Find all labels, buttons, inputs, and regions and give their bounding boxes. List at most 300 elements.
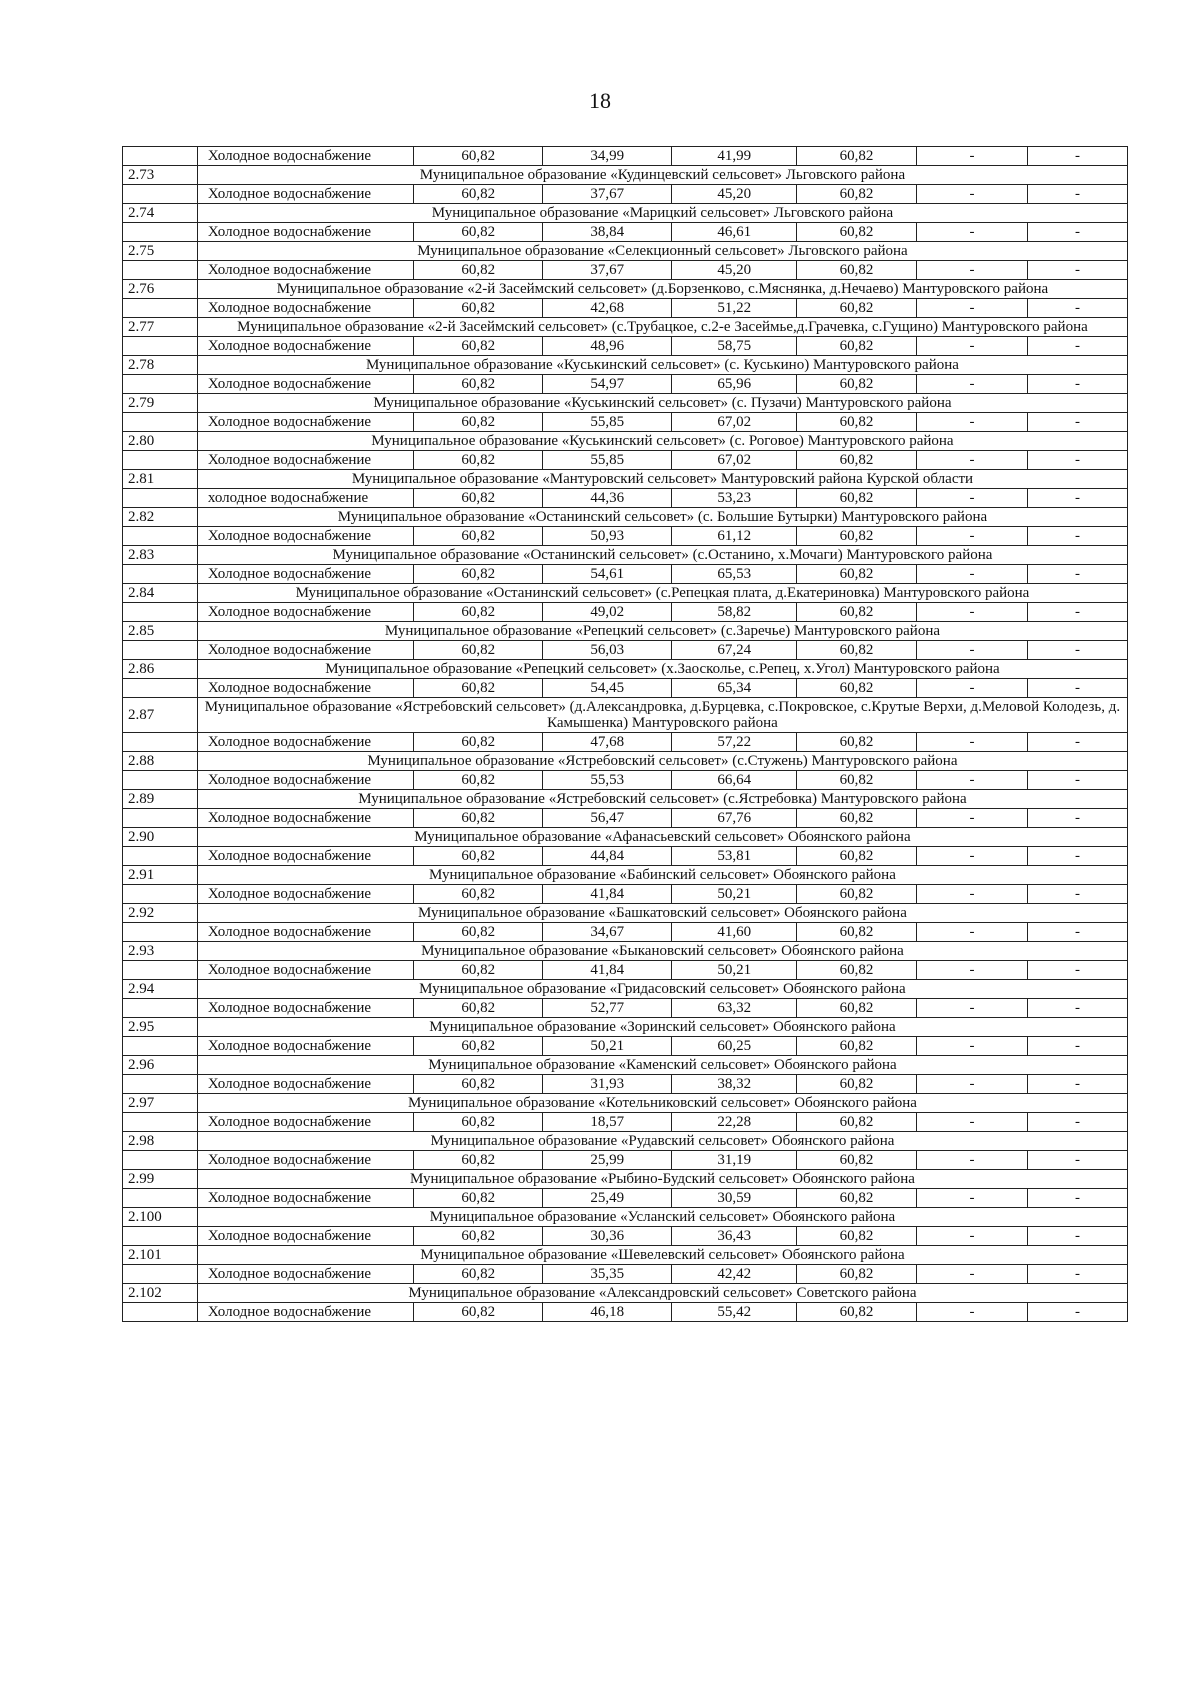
tariff-row <box>123 299 1128 318</box>
section-title: Муниципальное образование «Марицкий сельсовет» Льговского района <box>197 204 1127 223</box>
tariff-value-cell: 60,82 <box>414 1037 543 1056</box>
tariff-value-cell: 54,61 <box>543 565 672 584</box>
tariff-value-cell: 60,82 <box>414 885 543 904</box>
tariff-row <box>123 679 1128 698</box>
row-number-cell <box>123 1265 198 1284</box>
tariff-value-cell: 42,68 <box>543 299 672 318</box>
tariff-value-cell: 60,82 <box>414 223 543 242</box>
dash-cell: - <box>916 999 1027 1018</box>
tariff-value-cell: 60,82 <box>414 1265 543 1284</box>
dash-cell: - <box>1028 1303 1128 1322</box>
tariff-value-cell: 60,82 <box>797 1303 917 1322</box>
service-cell: Холодное водоснабжение <box>197 1303 413 1322</box>
section-number: 2.95 <box>123 1018 198 1037</box>
section-title: Муниципальное образование «Останинский сельсовет» (с.Останино, х.Мочаги) Мантуровского района <box>197 546 1127 565</box>
dash-cell: - <box>916 1227 1027 1246</box>
tariff-value-cell: 60,82 <box>414 451 543 470</box>
section-title: Муниципальное образование «Останинский сельсовет» (с.Репецкая плата, д.Екатериновка) Мантуровского района <box>197 584 1127 603</box>
section-header-row <box>123 828 1128 847</box>
dash-cell: - <box>1028 1037 1128 1056</box>
row-number-cell <box>123 1303 198 1322</box>
section-number: 2.76 <box>123 280 198 299</box>
section-header-row <box>123 432 1128 451</box>
tariff-row <box>123 185 1128 204</box>
section-header-row <box>123 204 1128 223</box>
section-number: 2.94 <box>123 980 198 999</box>
section-title: Муниципальное образование «Куськинский сельсовет» (с. Роговое) Мантуровского района <box>197 432 1127 451</box>
dash-cell: - <box>916 1151 1027 1170</box>
row-number-cell <box>123 1189 198 1208</box>
tariff-value-cell: 60,82 <box>414 847 543 866</box>
tariff-value-cell: 60,82 <box>797 337 917 356</box>
dash-cell: - <box>916 603 1027 622</box>
service-cell: Холодное водоснабжение <box>197 809 413 828</box>
section-number: 2.74 <box>123 204 198 223</box>
section-number: 2.84 <box>123 584 198 603</box>
tariff-value-cell: 63,32 <box>672 999 797 1018</box>
section-title: Муниципальное образование «Ястребовский сельсовет» (с.Ястребовка) Мантуровского района <box>197 790 1127 809</box>
tariff-value-cell: 60,82 <box>797 771 917 790</box>
service-cell: Холодное водоснабжение <box>197 999 413 1018</box>
dash-cell: - <box>916 923 1027 942</box>
tariff-value-cell: 60,82 <box>797 223 917 242</box>
dash-cell: - <box>916 1189 1027 1208</box>
tariff-value-cell: 31,19 <box>672 1151 797 1170</box>
tariff-value-cell: 54,45 <box>543 679 672 698</box>
tariff-row <box>123 999 1128 1018</box>
dash-cell: - <box>1028 809 1128 828</box>
service-cell: Холодное водоснабжение <box>197 923 413 942</box>
section-header-row <box>123 942 1128 961</box>
dash-cell: - <box>1028 185 1128 204</box>
tariff-value-cell: 41,60 <box>672 923 797 942</box>
section-header-row <box>123 660 1128 679</box>
row-number-cell <box>123 1227 198 1246</box>
row-number-cell <box>123 923 198 942</box>
section-title: Муниципальное образование «Котельниковский сельсовет» Обоянского района <box>197 1094 1127 1113</box>
tariff-row <box>123 1303 1128 1322</box>
dash-cell: - <box>1028 679 1128 698</box>
service-cell: Холодное водоснабжение <box>197 337 413 356</box>
service-cell: Холодное водоснабжение <box>197 1151 413 1170</box>
tariff-value-cell: 34,99 <box>543 147 672 166</box>
tariff-value-cell: 55,42 <box>672 1303 797 1322</box>
tariff-value-cell: 60,82 <box>797 847 917 866</box>
tariff-value-cell: 57,22 <box>672 733 797 752</box>
dash-cell: - <box>1028 147 1128 166</box>
tariff-value-cell: 60,82 <box>414 809 543 828</box>
tariff-value-cell: 49,02 <box>543 603 672 622</box>
dash-cell: - <box>916 565 1027 584</box>
service-cell: Холодное водоснабжение <box>197 261 413 280</box>
row-number-cell <box>123 565 198 584</box>
dash-cell: - <box>1028 299 1128 318</box>
section-header-row <box>123 394 1128 413</box>
dash-cell: - <box>916 337 1027 356</box>
section-number: 2.97 <box>123 1094 198 1113</box>
service-cell: Холодное водоснабжение <box>197 1037 413 1056</box>
section-title: Муниципальное образование «Усланский сельсовет» Обоянского района <box>197 1208 1127 1227</box>
dash-cell: - <box>916 1265 1027 1284</box>
tariff-value-cell: 60,82 <box>797 1075 917 1094</box>
tariff-value-cell: 60,82 <box>414 961 543 980</box>
dash-cell: - <box>916 299 1027 318</box>
tariff-value-cell: 60,82 <box>797 565 917 584</box>
tariff-value-cell: 60,82 <box>797 413 917 432</box>
dash-cell: - <box>1028 771 1128 790</box>
tariff-value-cell: 60,82 <box>414 733 543 752</box>
tariff-value-cell: 60,82 <box>797 641 917 660</box>
dash-cell: - <box>916 489 1027 508</box>
tariff-value-cell: 41,99 <box>672 147 797 166</box>
tariff-value-cell: 60,82 <box>797 999 917 1018</box>
tariff-value-cell: 60,82 <box>414 261 543 280</box>
tariff-row <box>123 641 1128 660</box>
tariff-value-cell: 30,59 <box>672 1189 797 1208</box>
section-header-row <box>123 790 1128 809</box>
section-number: 2.86 <box>123 660 198 679</box>
tariff-value-cell: 38,32 <box>672 1075 797 1094</box>
tariff-value-cell: 60,82 <box>414 147 543 166</box>
tariff-value-cell: 60,82 <box>414 771 543 790</box>
tariff-value-cell: 60,25 <box>672 1037 797 1056</box>
service-cell: Холодное водоснабжение <box>197 1075 413 1094</box>
section-header-row <box>123 1170 1128 1189</box>
section-number: 2.98 <box>123 1132 198 1151</box>
dash-cell: - <box>916 527 1027 546</box>
service-cell: Холодное водоснабжение <box>197 847 413 866</box>
tariff-value-cell: 60,82 <box>414 923 543 942</box>
tariff-value-cell: 51,22 <box>672 299 797 318</box>
service-cell: Холодное водоснабжение <box>197 527 413 546</box>
section-header-row <box>123 356 1128 375</box>
tariff-value-cell: 53,23 <box>672 489 797 508</box>
dash-cell: - <box>1028 1227 1128 1246</box>
dash-cell: - <box>916 185 1027 204</box>
service-cell: Холодное водоснабжение <box>197 679 413 698</box>
tariff-row <box>123 565 1128 584</box>
tariff-row <box>123 375 1128 394</box>
dash-cell: - <box>1028 565 1128 584</box>
tariff-value-cell: 60,82 <box>414 527 543 546</box>
tariff-value-cell: 25,49 <box>543 1189 672 1208</box>
tariff-value-cell: 60,82 <box>797 185 917 204</box>
service-cell: Холодное водоснабжение <box>197 1265 413 1284</box>
tariff-value-cell: 67,02 <box>672 413 797 432</box>
service-cell: Холодное водоснабжение <box>197 299 413 318</box>
section-header-row <box>123 508 1128 527</box>
tariff-value-cell: 50,93 <box>543 527 672 546</box>
dash-cell: - <box>1028 261 1128 280</box>
dash-cell: - <box>1028 1189 1128 1208</box>
section-header-row <box>123 622 1128 641</box>
section-number: 2.77 <box>123 318 198 337</box>
row-number-cell <box>123 847 198 866</box>
section-header-row <box>123 698 1128 733</box>
section-title: Муниципальное образование «Кудинцевский сельсовет» Льговского района <box>197 166 1127 185</box>
row-number-cell <box>123 641 198 660</box>
service-cell: Холодное водоснабжение <box>197 451 413 470</box>
tariff-value-cell: 60,82 <box>797 261 917 280</box>
section-number: 2.93 <box>123 942 198 961</box>
dash-cell: - <box>1028 847 1128 866</box>
dash-cell: - <box>1028 1113 1128 1132</box>
tariff-value-cell: 60,82 <box>414 1113 543 1132</box>
tariff-row <box>123 489 1128 508</box>
tariff-row <box>123 223 1128 242</box>
dash-cell: - <box>1028 375 1128 394</box>
row-number-cell <box>123 1151 198 1170</box>
row-number-cell <box>123 413 198 432</box>
row-number-cell <box>123 261 198 280</box>
tariff-value-cell: 54,97 <box>543 375 672 394</box>
section-title: Муниципальное образование «Ястребовский сельсовет» (с.Стужень) Мантуровского района <box>197 752 1127 771</box>
tariff-value-cell: 50,21 <box>672 961 797 980</box>
tariff-value-cell: 60,82 <box>414 375 543 394</box>
tariff-value-cell: 60,82 <box>797 299 917 318</box>
dash-cell: - <box>916 375 1027 394</box>
tariff-value-cell: 67,76 <box>672 809 797 828</box>
section-title: Муниципальное образование «Куськинский сельсовет» (с. Пузачи) Мантуровского района <box>197 394 1127 413</box>
service-cell: Холодное водоснабжение <box>197 1113 413 1132</box>
section-number: 2.89 <box>123 790 198 809</box>
dash-cell: - <box>916 733 1027 752</box>
section-number: 2.78 <box>123 356 198 375</box>
section-number: 2.90 <box>123 828 198 847</box>
tariff-value-cell: 60,82 <box>797 961 917 980</box>
tariff-value-cell: 60,82 <box>797 1265 917 1284</box>
service-cell: Холодное водоснабжение <box>197 1227 413 1246</box>
section-number: 2.99 <box>123 1170 198 1189</box>
section-title: Муниципальное образование «Репецкий сельсовет» (с.Заречье) Мантуровского района <box>197 622 1127 641</box>
dash-cell: - <box>1028 337 1128 356</box>
tariff-value-cell: 41,84 <box>543 885 672 904</box>
service-cell: Холодное водоснабжение <box>197 733 413 752</box>
section-number: 2.96 <box>123 1056 198 1075</box>
section-number: 2.88 <box>123 752 198 771</box>
dash-cell: - <box>916 847 1027 866</box>
tariff-row <box>123 771 1128 790</box>
dash-cell: - <box>916 771 1027 790</box>
tariff-value-cell: 60,82 <box>797 527 917 546</box>
tariff-row <box>123 885 1128 904</box>
service-cell: Холодное водоснабжение <box>197 185 413 204</box>
tariff-value-cell: 60,82 <box>797 1151 917 1170</box>
tariff-value-cell: 65,34 <box>672 679 797 698</box>
section-title: Муниципальное образование «Репецкий сельсовет» (х.Заосколье, с.Репец, х.Угол) Мантуровского района <box>197 660 1127 679</box>
tariff-value-cell: 60,82 <box>797 1113 917 1132</box>
tariff-row <box>123 809 1128 828</box>
section-number: 2.80 <box>123 432 198 451</box>
tariff-value-cell: 60,82 <box>414 565 543 584</box>
section-title: Муниципальное образование «Башкатовский сельсовет» Обоянского района <box>197 904 1127 923</box>
tariff-value-cell: 60,82 <box>414 185 543 204</box>
section-title: Муниципальное образование «Гридасовский сельсовет» Обоянского района <box>197 980 1127 999</box>
section-header-row <box>123 318 1128 337</box>
section-number: 2.87 <box>123 698 198 733</box>
dash-cell: - <box>916 1113 1027 1132</box>
tariff-value-cell: 60,82 <box>414 1227 543 1246</box>
section-title: Муниципальное образование «Селекционный сельсовет» Льговского района <box>197 242 1127 261</box>
tariff-value-cell: 67,02 <box>672 451 797 470</box>
tariff-value-cell: 67,24 <box>672 641 797 660</box>
tariff-value-cell: 60,82 <box>414 679 543 698</box>
tariff-value-cell: 61,12 <box>672 527 797 546</box>
tariff-value-cell: 46,18 <box>543 1303 672 1322</box>
tariff-row <box>123 733 1128 752</box>
section-title: Муниципальное образование «Зоринский сельсовет» Обоянского района <box>197 1018 1127 1037</box>
section-header-row <box>123 242 1128 261</box>
row-number-cell <box>123 961 198 980</box>
dash-cell: - <box>1028 961 1128 980</box>
tariff-value-cell: 55,53 <box>543 771 672 790</box>
tariff-row <box>123 1227 1128 1246</box>
tariff-value-cell: 60,82 <box>414 413 543 432</box>
row-number-cell <box>123 375 198 394</box>
section-header-row <box>123 280 1128 299</box>
tariff-row <box>123 337 1128 356</box>
dash-cell: - <box>1028 641 1128 660</box>
tariff-value-cell: 60,82 <box>797 489 917 508</box>
tariff-row <box>123 603 1128 622</box>
service-cell: Холодное водоснабжение <box>197 961 413 980</box>
tariff-value-cell: 45,20 <box>672 261 797 280</box>
section-title: Муниципальное образование «Быкановский сельсовет» Обоянского района <box>197 942 1127 961</box>
section-header-row <box>123 980 1128 999</box>
row-number-cell <box>123 1037 198 1056</box>
row-number-cell <box>123 885 198 904</box>
tariff-value-cell: 53,81 <box>672 847 797 866</box>
tariff-row <box>123 1265 1128 1284</box>
dash-cell: - <box>916 1075 1027 1094</box>
dash-cell: - <box>916 261 1027 280</box>
section-header-row <box>123 1132 1128 1151</box>
tariff-value-cell: 60,82 <box>797 1227 917 1246</box>
row-number-cell <box>123 185 198 204</box>
tariff-value-cell: 60,82 <box>797 1037 917 1056</box>
dash-cell: - <box>1028 885 1128 904</box>
tariff-value-cell: 34,67 <box>543 923 672 942</box>
service-cell: Холодное водоснабжение <box>197 885 413 904</box>
tariff-value-cell: 18,57 <box>543 1113 672 1132</box>
tariff-row <box>123 1037 1128 1056</box>
section-number: 2.92 <box>123 904 198 923</box>
row-number-cell <box>123 1075 198 1094</box>
tariff-value-cell: 50,21 <box>543 1037 672 1056</box>
section-title: Муниципальное образование «Куськинский сельсовет» (с. Куськино) Мантуровского района <box>197 356 1127 375</box>
section-number: 2.85 <box>123 622 198 641</box>
section-number: 2.102 <box>123 1284 198 1303</box>
section-title: Муниципальное образование «Афанасьевский сельсовет» Обоянского района <box>197 828 1127 847</box>
dash-cell: - <box>1028 923 1128 942</box>
tariff-value-cell: 48,96 <box>543 337 672 356</box>
tariff-value-cell: 60,82 <box>797 375 917 394</box>
tariff-value-cell: 60,82 <box>797 923 917 942</box>
tariff-value-cell: 45,20 <box>672 185 797 204</box>
service-cell: Холодное водоснабжение <box>197 603 413 622</box>
row-number-cell <box>123 733 198 752</box>
tariff-value-cell: 42,42 <box>672 1265 797 1284</box>
tariff-value-cell: 41,84 <box>543 961 672 980</box>
tariff-value-cell: 46,61 <box>672 223 797 242</box>
tariff-row <box>123 527 1128 546</box>
tariff-value-cell: 60,82 <box>414 299 543 318</box>
tariff-value-cell: 66,64 <box>672 771 797 790</box>
row-number-cell <box>123 527 198 546</box>
row-number-cell <box>123 147 198 166</box>
tariff-value-cell: 50,21 <box>672 885 797 904</box>
tariff-value-cell: 60,82 <box>414 1303 543 1322</box>
section-number: 2.83 <box>123 546 198 565</box>
tariff-row <box>123 1113 1128 1132</box>
dash-cell: - <box>1028 527 1128 546</box>
tariff-value-cell: 58,82 <box>672 603 797 622</box>
section-title: Муниципальное образование «Ястребовский сельсовет» (д.Александровка, д.Бурцевка, с.Покровское, с.Крутые Верхи, д.Меловой Колодезь, д. Камышенка) Мантуровского района <box>197 698 1127 733</box>
dash-cell: - <box>1028 489 1128 508</box>
tariff-value-cell: 60,82 <box>414 641 543 660</box>
tariff-value-cell: 60,82 <box>414 337 543 356</box>
dash-cell: - <box>916 679 1027 698</box>
section-title: Муниципальное образование «2-й Засеймский сельсовет» (с.Трубацкое, с.2-е Засеймье,д.Грачевка, с.Гущино) Мантуровского района <box>197 318 1127 337</box>
tariff-value-cell: 52,77 <box>543 999 672 1018</box>
row-number-cell <box>123 451 198 470</box>
dash-cell: - <box>1028 603 1128 622</box>
section-number: 2.100 <box>123 1208 198 1227</box>
section-header-row <box>123 584 1128 603</box>
tariff-value-cell: 60,82 <box>414 489 543 508</box>
tariff-value-cell: 56,03 <box>543 641 672 660</box>
service-cell: Холодное водоснабжение <box>197 375 413 394</box>
table-body <box>123 147 1128 1322</box>
service-cell: Холодное водоснабжение <box>197 1189 413 1208</box>
row-number-cell <box>123 299 198 318</box>
tariff-table <box>122 146 1128 1322</box>
service-cell: Холодное водоснабжение <box>197 641 413 660</box>
service-cell: Холодное водоснабжение <box>197 223 413 242</box>
dash-cell: - <box>1028 733 1128 752</box>
tariff-value-cell: 60,82 <box>797 885 917 904</box>
row-number-cell <box>123 1113 198 1132</box>
section-header-row <box>123 1018 1128 1037</box>
section-title: Муниципальное образование «Рыбино-Будский сельсовет» Обоянского района <box>197 1170 1127 1189</box>
section-header-row <box>123 752 1128 771</box>
dash-cell: - <box>916 413 1027 432</box>
section-number: 2.73 <box>123 166 198 185</box>
dash-cell: - <box>916 961 1027 980</box>
tariff-value-cell: 44,36 <box>543 489 672 508</box>
service-cell: Холодное водоснабжение <box>197 565 413 584</box>
tariff-row <box>123 413 1128 432</box>
tariff-value-cell: 22,28 <box>672 1113 797 1132</box>
dash-cell: - <box>916 147 1027 166</box>
section-header-row <box>123 866 1128 885</box>
row-number-cell <box>123 679 198 698</box>
section-header-row <box>123 1094 1128 1113</box>
tariff-value-cell: 25,99 <box>543 1151 672 1170</box>
tariff-value-cell: 60,82 <box>414 999 543 1018</box>
row-number-cell <box>123 603 198 622</box>
tariff-row <box>123 261 1128 280</box>
tariff-row <box>123 1075 1128 1094</box>
tariff-value-cell: 55,85 <box>543 413 672 432</box>
row-number-cell <box>123 999 198 1018</box>
section-header-row <box>123 1208 1128 1227</box>
dash-cell: - <box>1028 1151 1128 1170</box>
tariff-value-cell: 30,36 <box>543 1227 672 1246</box>
section-header-row <box>123 546 1128 565</box>
dash-cell: - <box>1028 223 1128 242</box>
dash-cell: - <box>1028 413 1128 432</box>
